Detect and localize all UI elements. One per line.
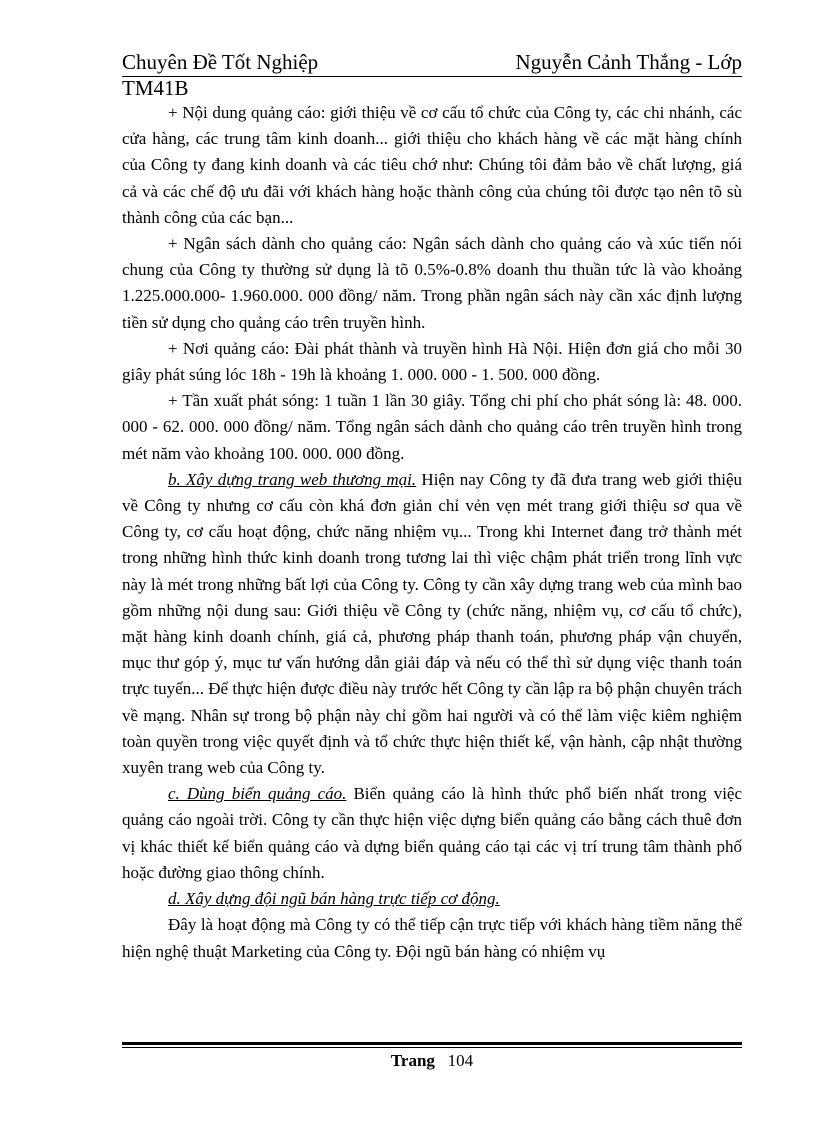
page-number: 104 bbox=[447, 1051, 474, 1070]
paragraph-sales-team: Đây là hoạt động mà Công ty có thể tiếp cận trực tiếp với khách hàng tiềm năng thể hiện nghệ thuật Marketing của Công ty. Đội ngũ bán hàng có nhiệm vụ bbox=[122, 915, 742, 961]
section-title-web: b. Xây dựng trang web thương mại. bbox=[168, 469, 417, 489]
paragraph-billboard-text: Biển quảng cáo là hình thức phổ biến nhất trong việc quảng cáo ngoài trời. Công ty cần thực hiện việc dựng biển quảng cáo bằng cách thuê đơn vị khác thiết kế biển quảng cáo và dựng biển quảng cáo tại các vị trí trung tâm thành phố hoặc đường giao thông chính. bbox=[122, 784, 743, 882]
paragraph-web-text: Hiện nay Công ty đã đưa trang web giới thiệu về Công ty nhưng cơ cấu còn khá đơn giản chỉ vẻn vẹn mét trang giới thiệu sơ qua về Công ty, cơ cấu hoạt động, chức năng nhiệm vụ... Trong khi Internet đang trở thành mét trong những hình thức kinh doanh trong tương lai thì việc chậm phát triển trong lĩnh vực này là mét trong những bất lợi của Công ty. Công ty cần xây dựng trang web của mình bao gồm những nội dung sau: Giới thiệu về Công ty (chức năng, nhiệm vụ, cơ cấu tổ chức), mặt hàng kinh doanh chính, giá cả, phương pháp thanh toán, phương pháp vận chuyển, mục thư góp ý, mục tư vấn hướng dẫn giải đáp và nếu có thể thì sử dụng việc thanh toán trực tuyến... Để thực hiện được điều này trước hết Công ty cần lập ra bộ phận chuyên trách về mạng. Nhân sự trong bộ phận này chỉ gồm hai người và có thể làm việc kiêm nghiệm toàn quyền trong việc quyết định và tổ chức thực hiện thiết kế, vận hành, cập nhật thường xuyên trang web của Công ty. bbox=[122, 469, 743, 778]
header-author: Nguyễn Cảnh Thắng - Lớp bbox=[515, 50, 742, 74]
paragraph-ad-venue: + Nơi quảng cáo: Đài phát thành và truyền hình Hà Nội. Hiện đơn giá cho mỗi 30 giây phát súng lóc 18h - 19h là khoảng 1. 000. 000 - 1. 500. 000 đồng. bbox=[122, 338, 742, 385]
page-number-line bbox=[122, 1051, 742, 1071]
page-header bbox=[122, 50, 742, 104]
paragraph-ad-budget: + Ngân sách dành cho quảng cáo: Ngân sách dành cho quảng cáo và xúc tiến nói chung của Công ty thường sử dụng là tõ 0.5%-0.8% doanh thu thuần tức là vào khoảng 1.225.000.000- 1.960.000. 000 đồng/ năm. Trong phần ngân sách này cần xác định lượng tiền sử dụng cho quảng cáo trên truyền hình. bbox=[122, 234, 742, 332]
paragraph-web-section bbox=[122, 467, 742, 781]
header-rule-row bbox=[122, 50, 742, 77]
footer-rule-thick bbox=[122, 1042, 742, 1045]
section-title-sales-team: d. Xây dựng đội ngũ bán hàng trực tiếp cơ động. bbox=[168, 889, 500, 909]
paragraph-broadcast-frequency: + Tần xuất phát sóng: 1 tuần 1 lần 30 giây. Tổng chi phí cho phát sóng là: 48. 000. 000 - 62. 000. 000 đồng/ năm. Tổng ngân sách dành cho quảng cáo trên truyền hình trong mét năm vào khoảng 100. 000. 000 đồng. bbox=[122, 391, 742, 463]
section-title-billboard: c. Dùng biển quảng cáo. bbox=[168, 784, 347, 804]
header-title: Chuyên Đề Tốt Nghiệp bbox=[122, 50, 319, 74]
footer-rule-thin bbox=[122, 1047, 742, 1048]
header-class-code: TM41B bbox=[122, 76, 189, 100]
paragraph-billboard-section bbox=[122, 781, 742, 886]
paragraph-sales-team-heading bbox=[122, 886, 742, 912]
page-footer bbox=[122, 1042, 742, 1082]
paragraph-ad-content: + Nội dung quảng cáo: giới thiệu về cơ cấu tổ chức của Công ty, các chi nhánh, các cửa hàng, các trung tâm kinh doanh... giới thiệu cho khách hàng về các mặt hàng chính của Công ty đang kinh doanh và các tiêu chớ như: Chúng tôi đảm bảo về chất lượng, giá cả và các chế độ ưu đãi với khách hàng hoặc thành công của chúng tôi được tạo nên tõ sù thành công của các bạn... bbox=[122, 103, 742, 227]
page-label: Trang bbox=[390, 1051, 435, 1070]
document-body bbox=[122, 100, 742, 965]
